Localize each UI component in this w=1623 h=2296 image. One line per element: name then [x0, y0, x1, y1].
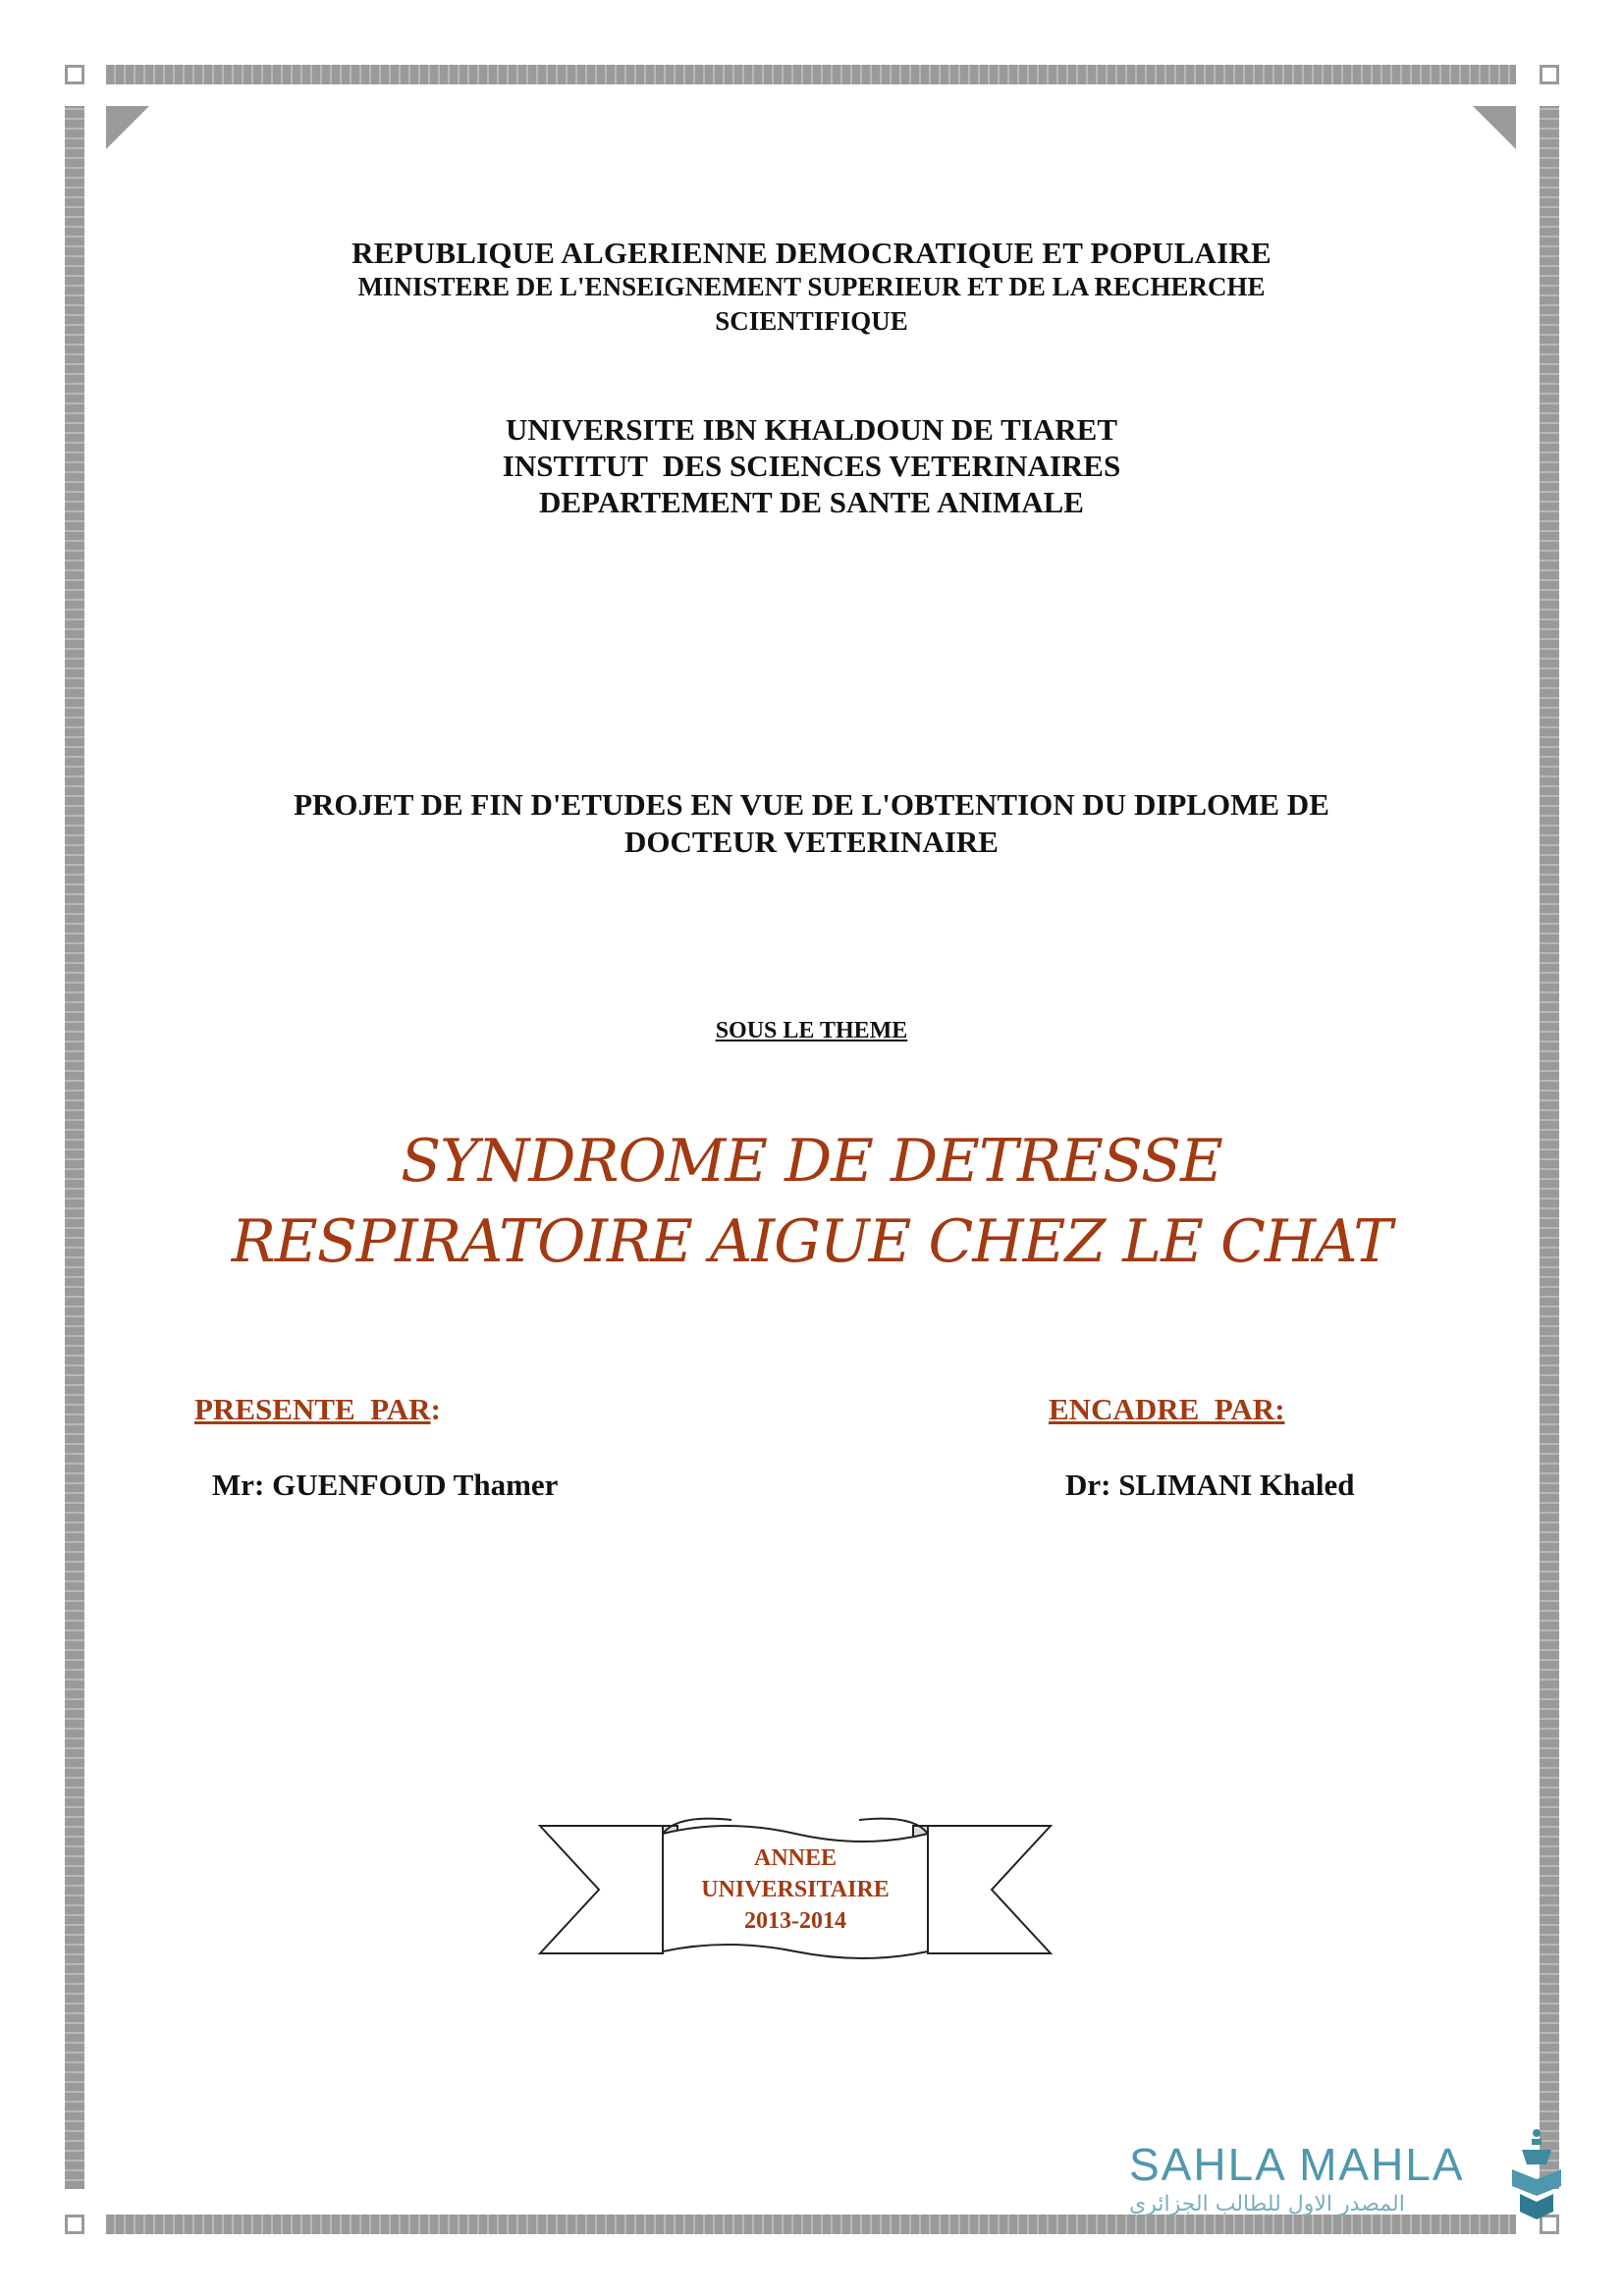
supervised-by-text: ENCADRE PAR:: [1049, 1392, 1285, 1426]
supervised-by-label: [1049, 1392, 1285, 1427]
year-label-line1: ANNEE: [753, 1845, 837, 1871]
student-name: Mr: GUENFOUD Thamer: [212, 1468, 559, 1502]
presented-by-text: PRESENTE PAR: [194, 1392, 431, 1426]
university-name: UNIVERSITE IBN KHALDOUN DE TIARET: [505, 412, 1117, 447]
frame-corner-bottom-left: [65, 2215, 84, 2234]
sahla-mahla-logo-text: SAHLA MAHLA: [1129, 2139, 1465, 2190]
frame-triangle-top-left: [106, 106, 149, 149]
presented-by-colon: :: [430, 1392, 441, 1426]
department-name: DEPARTEMENT DE SANTE ANIMALE: [539, 485, 1084, 519]
supervisor-name: Dr: SLIMANI Khaled: [1065, 1468, 1355, 1502]
header-ministry: MINISTERE DE L'ENSEIGNEMENT SUPERIEUR ET DE LA RECHERCHE: [357, 272, 1266, 301]
project-degree: DOCTEUR VETERINAIRE: [624, 825, 999, 859]
year-value: 2013-2014: [744, 1908, 846, 1934]
frame-corner-top-right: [1540, 65, 1559, 84]
header-ministry-cont: SCIENTIFIQUE: [715, 306, 908, 336]
theme-label: SOUS LE THEME: [715, 1018, 908, 1043]
year-label-line2: UNIVERSITAIRE: [701, 1877, 890, 1902]
thesis-title-line1: SYNDROME DE DETRESSE: [401, 1127, 1222, 1196]
frame-bottom: [106, 2215, 1516, 2234]
institute-name: INSTITUT DES SCIENCES VETERINAIRES: [502, 449, 1121, 483]
frame-top: [106, 65, 1516, 84]
project-description: PROJET DE FIN D'ETUDES EN VUE DE L'OBTENTION DU DIPLOME DE: [294, 787, 1329, 822]
sahla-mahla-tagline: المصدر الاول للطالب الجزائري: [1129, 2192, 1405, 2216]
academic-year-ribbon: [530, 1806, 1060, 1973]
frame-corner-top-left: [65, 65, 84, 84]
presented-by-label: [194, 1392, 441, 1427]
header-republic: REPUBLIQUE ALGERIENNE DEMOCRATIQUE ET POPULAIRE: [352, 236, 1271, 270]
frame-triangle-top-right: [1473, 106, 1516, 149]
sahla-mahla-calligraphy-icon: [1502, 2125, 1571, 2223]
thesis-title-line2: RESPIRATOIRE AIGUE CHEZ LE CHAT: [231, 1207, 1392, 1276]
